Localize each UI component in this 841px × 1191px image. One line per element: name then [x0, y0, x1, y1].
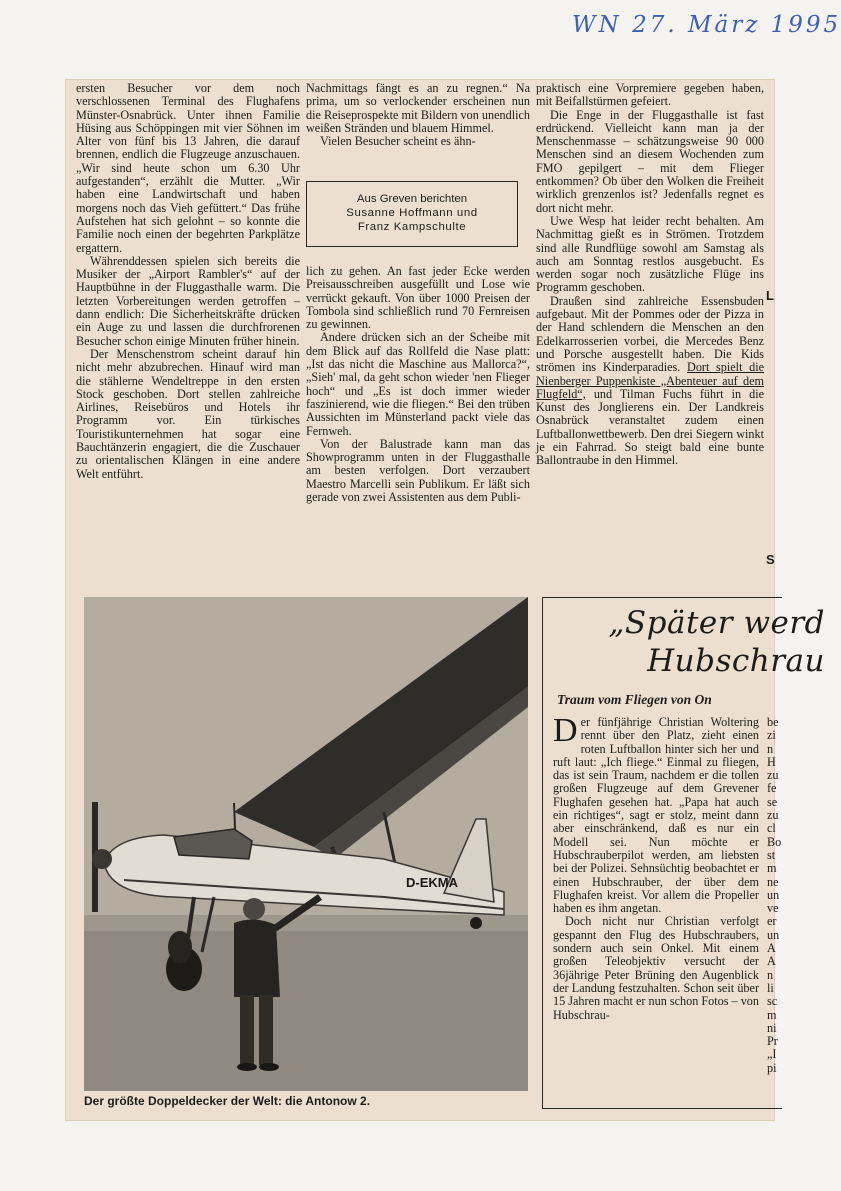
truncated-line-fragment: A	[767, 954, 776, 969]
handwritten-date-note: WN 27. März 1995	[572, 12, 841, 38]
byline-box	[306, 181, 518, 247]
story-body	[553, 712, 759, 1022]
truncated-line-fragment: se	[767, 794, 778, 809]
truncated-line-fragment: st	[767, 847, 776, 862]
paragraph: lich zu gehen. An fast jeder Ecke werden Preisausschreiben ausgefüllt und Lose wie verrückt gekauft. Von über 1000 Preisen der Tombola sind schließlich rund 70 Fernreisen zu gewinnen.	[306, 264, 530, 332]
truncated-line-fragment: zu	[767, 768, 779, 783]
paragraph: praktisch eine Vorpremiere gegeben haben, mit Beifallstürmen gefeiert.	[536, 81, 764, 109]
aircraft-registration: D-EKMA	[406, 875, 458, 890]
paragraph: Uwe Wesp hat leider recht behalten. Am Nachmittag gießt es in Strömen. Trotzdem sind alle Rundflüge sowohl am Samstag als auch am Sonntag restlos ausgebucht. Es werden sogar noch zusätzliche Flüge ins Programm geschoben.	[536, 213, 764, 295]
paragraph-text: er fünfjährige Christian Woltering rennt über den Platz, zieht einen roten Luftballon hinter sich her und ruft laut: „Ich fliege.“ Einmal zu fliegen, das ist sein Traum, nachdem er die tollen großen Flugzeuge auf dem Grevener Flughafen gesehen hat. „Papa hat auch ein richtiges“, sagt er stolz, meint dann aber einschränkend, daß es nur ein Modell sei. Nun möchte er Hubschrauberpilot werden, am liebsten bei der Polizei. Sehnsüchtig beobachtet er einen Hubschrauber, der über dem Flughafen kreist. Vor allem die Propeller haben es ihm angetan.	[553, 715, 759, 916]
article-column-3	[536, 82, 764, 468]
truncated-line-fragment: ni	[767, 1020, 777, 1035]
truncated-line-fragment: n	[767, 741, 774, 756]
truncated-line-fragment: zi	[767, 728, 776, 743]
paragraph: Nachmittags fängt es an zu regnen.“ Na prima, um so verlockender erscheinen nun die Reiseprospekte mit Bildern von unendlich weißen Stränden und blauem Himmel.	[306, 81, 530, 135]
paragraph: Der Menschenstrom scheint darauf hin nicht mehr abzubrechen. Hinauf wird man die stählerne Wendeltreppe in den ersten Stock geschoben. Dort stellen zahlreiche Airlines, Reisebüros und Hotels ihr Programm vor. Ein türkisches Touristikunternehmen hat sogar eine Bauchtänzerin engagiert, die die Zuschauer zu orientalischen Klängen in eine andere Welt entführt.	[76, 346, 300, 481]
truncated-line-fragment: ve	[767, 901, 779, 916]
underlined-passage: Dort spielt die Nienberger Puppenkiste „Abenteuer auf dem Flugfeld“,	[536, 360, 765, 401]
truncated-line-fragment: sc	[767, 994, 778, 1009]
paragraph: Vielen Besucher scheint es ähn-	[320, 134, 476, 149]
truncated-line-fragment: „I	[767, 1047, 777, 1062]
paragraph: Doch nicht nur Christian verfolgt gespannt den Flug des Hubschraubers, sondern auch sein Onkel. Mit einem großen Teleobjektiv versucht der 36jährige Peter Brüning den Augenblick der Landung festzuhalten. Schon seit über 15 Jahren macht er nun schon Fotos – von Hubschrau-	[553, 914, 759, 1022]
paragraph: Von der Balustrade kann man das Showprogramm unten in der Fluggasthalle am besten verfolgen. Dort verzaubert Maestro Marcelli sein Publikum. Er läßt sich gerade von zwei Assistenten aus dem Publi-	[306, 436, 530, 505]
paragraph	[536, 295, 764, 468]
newspaper-clipping	[66, 80, 825, 1120]
article-column-2-top	[306, 82, 530, 148]
truncated-line-fragment: fe	[767, 781, 777, 796]
truncated-line-fragment: un	[767, 887, 780, 902]
truncated-line-fragment: Bo	[767, 834, 782, 849]
truncated-line-fragment: m	[767, 861, 777, 876]
truncated-line-fragment: zu	[767, 808, 779, 823]
drop-cap: D	[553, 712, 578, 749]
truncated-line-fragment: er	[767, 914, 777, 929]
paragraph: Andere drücken sich an der Scheibe mit dem Blick auf das Rollfeld die Nase platt: „Ist das nicht die Maschine aus Mallorca?“, „Sieh' mal, da geht schon wieder 'nen Flieger hoch“ und „Es ist doch immer wieder faszinierend, wie die fliegen.“ Bei den trüben Aussichten im Münsterland packt viele das Fernweh.	[306, 330, 530, 438]
truncated-line-fragment: ne	[767, 874, 779, 889]
byline-line: Aus Greven berichten	[356, 193, 468, 205]
side-story-box	[542, 597, 825, 1109]
paragraph: Währenddessen spielen sich bereits die Musiker der „Airport Rambler's“ auf der Hauptbühne in der Fluggasthalle warm. Die letzten Vorbereitungen werden getroffen – dann endlich: Die Sicherheitskräfte drücken ein Auge zu und lassen die durchfrorenen Besucher schon einige Minuten früher hinein.	[76, 253, 300, 348]
margin-fragment: L	[766, 288, 774, 303]
truncated-line-fragment: H	[767, 754, 776, 769]
story-headline	[565, 604, 825, 680]
headline-line: Hubschrau	[647, 643, 825, 679]
photo-caption: Der größte Doppeldecker der Welt: die Antonow 2.	[84, 1094, 371, 1108]
truncated-line-fragment: un	[767, 927, 780, 942]
paragraph	[553, 712, 759, 916]
story-truncated-column	[767, 716, 787, 1075]
article-column-2-bottom	[306, 265, 530, 504]
truncated-line-fragment: m	[767, 1007, 777, 1022]
truncated-line-fragment: be	[767, 715, 779, 729]
byline-line: Franz Kampschulte	[357, 221, 467, 233]
article-column-1	[76, 82, 300, 481]
truncated-line-fragment: Pr	[767, 1034, 778, 1049]
paragraph-text: und Tilman Fuchs führt in die Kunst des Jonglierens ein. Der Landkreis Osnabrück veranstaltet zudem einen Luftballonwettbewerb. Den drei Siegern winkt je ein Fahrrad. So steigt bald eine bunte Ballontraube in den Himmel.	[536, 386, 765, 468]
margin-fragment: S	[766, 552, 775, 567]
truncated-line-fragment: pi	[767, 1060, 777, 1075]
truncated-line-fragment: li	[767, 980, 774, 995]
truncated-line-fragment: cl	[767, 821, 776, 836]
airplane-photo	[84, 597, 528, 1091]
paragraph: Die Enge in der Fluggasthalle ist fast erdrückend. Vielleicht kann man ja der Menschenmasse – schätzungsweise 90 000 Menschen sind an diesem Wochenden zum FMO gepilgert – mit dem Flieger entkommen? Ob über den Wolken die Freiheit wirklich grenzenlos ist? Jedenfalls regnet es dort nicht mehr.	[536, 107, 764, 215]
story-subheadline: Traum vom Fliegen von On	[557, 692, 712, 707]
paragraph: ersten Besucher vor dem noch verschlossenen Terminal des Flughafens Münster-Osnabrück. Unter ihnen Familie Hüsing aus Schöppingen mit vier Söhnen im Alter von fünf bis 13 Jahren, die darauf brennen, endlich die Flugzeuge anzuschauen. „Wir sind heute schon um 6.30 Uhr aufgestanden“, erzählt die Mutter. „Wir haben eine Landwirtschaft und haben morgens noch das Vieh gefüttert.“ Das frühe Aufstehen hat sich gelohnt – so konnte die Familie noch einen der begehrten Parkplätze ergattern.	[76, 81, 300, 255]
truncated-line-fragment: A	[767, 941, 776, 956]
truncated-line-fragment: n	[767, 967, 774, 982]
antonov-biplane-illustration	[84, 597, 528, 1091]
byline-line: Susanne Hoffmann und	[346, 207, 478, 219]
headline-line: „Später werd	[608, 605, 825, 641]
paragraph-text: Draußen sind zahlreiche Essensbuden aufgebaut. Mit der Pommes oder der Pizza in der Hand schlendern die Menschen an den Edelkarrosserien vorbei, die Mercedes Benz und Porsche ausgestellt haben. Die Kids strömen ins Kinderparadies.	[536, 293, 764, 375]
